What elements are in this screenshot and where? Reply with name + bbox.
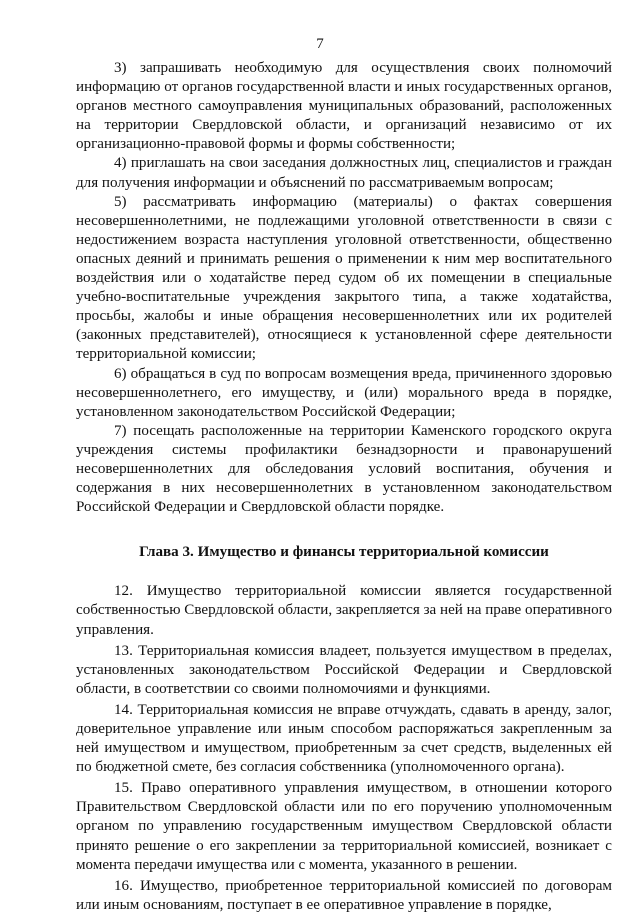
paragraph: 13. Территориальная комиссия владеет, пользуется имуществом в пределах, установленных законодательством Российской Федерации и Свердловской области, в соответствии со своими полномочиями и функциями.	[76, 642, 612, 697]
page-number: 7	[316, 36, 324, 52]
list-item: 6) обращаться в суд по вопросам возмещения вреда, причиненного здоровью несовершеннолетнего, его имуществу, и (или) морального вреда в порядке, установленном законодательством Российской Федерации;	[76, 365, 612, 420]
chapter-title: Глава 3. Имущество и финансы территориальной комиссии	[139, 544, 549, 561]
list-item: 5) рассматривать информацию (материалы) о фактах совершения несовершеннолетними, не подлежащими уголовной ответственности в связи с недостижением возраста наступления уголовной ответственности, общественно опасных деяний и принимать решения о применении к ним мер воспитательного воздействия или о ходатайстве перед судом об их помещении в специальные учебно-воспитательные учреждения закрытого типа, а также ходатайства, просьбы, жалобы и иные обращения несовершеннолетних или их родителей (законных представителей), относящиеся к установленной сфере деятельности территориальной комиссии;	[76, 193, 612, 363]
list-item: 3) запрашивать необходимую для осуществления своих полномочий информацию от органов государственной власти и иных государственных органов, органов местного самоуправления муниципальных образований, расположенных на территории Свердловской области, и организаций независимо от их организационно-правовой формы и формы собственности;	[76, 60, 612, 153]
paragraph: 16. Имущество, приобретенное территориальной комиссией по договорам или иным основаниям, поступает в ее оперативное управление в порядке,	[76, 877, 612, 913]
list-item: 7) посещать расположенные на территории Каменского городского округа учреждения системы профилактики безнадзорности и правонарушений несовершеннолетних для обследования условий воспитания, обучения и содержания в них несовершеннолетних в установленном законодательством Российской Федерации и Свердловской области порядке.	[76, 422, 612, 516]
document-body	[76, 59, 612, 915]
list-item: 4) приглашать на свои заседания должностных лиц, специалистов и граждан для получения информации и объяснений по рассматриваемым вопросам;	[76, 155, 612, 191]
paragraph: 12. Имущество территориальной комиссии является государственной собственностью Свердловской области, закрепляется за ней на праве оперативного управления.	[76, 583, 612, 638]
paragraph: 15. Право оперативного управления имуществом, в отношении которого Правительством Свердловской области или по его поручению уполномоченным органом по управлению государственным имуществом Свердловской области принято решение о его закреплении за территориальной комиссией, возникает с момента передачи имущества или с момента, указанного в решении.	[76, 780, 612, 873]
paragraph: 14. Территориальная комиссия не вправе отчуждать, сдавать в аренду, залог, доверительное управление или иным способом распоряжаться закрепленным за ней имуществом и имуществом, приобретенным за счет средств, выделенных ей по бюджетной смете, без согласия собственника (уполномоченного органа).	[76, 701, 612, 776]
